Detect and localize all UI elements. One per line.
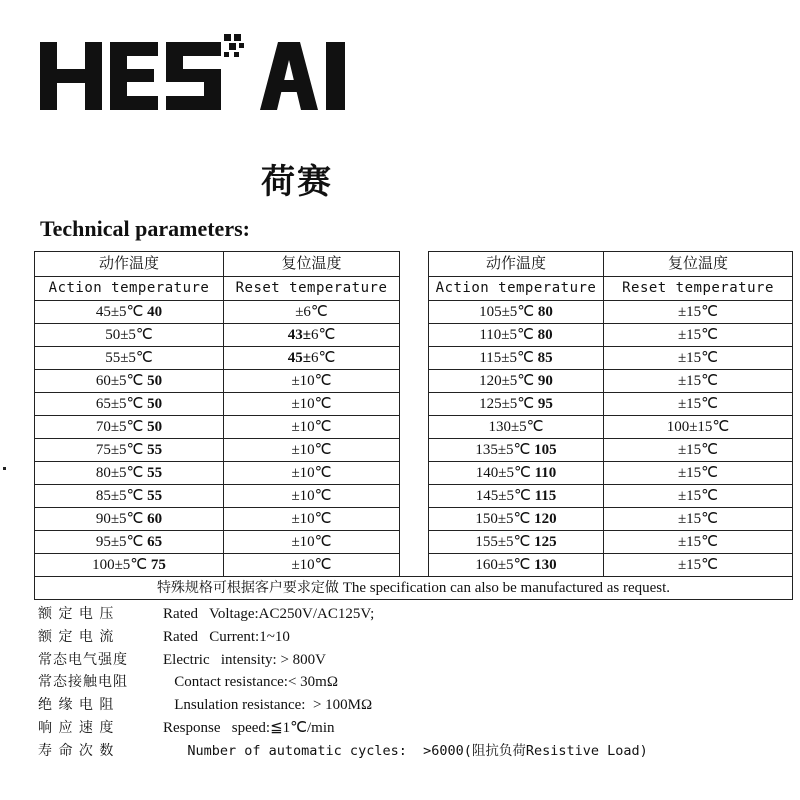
reset-temperature-cell: ±15℃ (604, 370, 793, 393)
action-value-bold: 110 (534, 465, 557, 481)
reset-value-bold: 43± (287, 327, 311, 343)
spec-label: 响 应 速 度 (38, 719, 115, 736)
spec-value: Response speed:≦1℃/min (163, 719, 335, 736)
action-value-bold: 50 (147, 396, 163, 412)
action-value-bold: 85 (537, 350, 553, 366)
reset-temperature-cell: ±10℃ (224, 554, 400, 577)
reset-temperature-cell: ±15℃ (604, 485, 793, 508)
action-value-bold: 55 (147, 488, 163, 504)
header-row-cn (35, 252, 793, 277)
action-temperature-cell: 95±5℃ 65 (35, 531, 224, 554)
action-temperature-cell: 150±5℃ 120 (429, 508, 604, 531)
action-value-bold: 95 (537, 396, 553, 412)
action-temperature-cell: 80±5℃ 55 (35, 462, 224, 485)
reset-temperature-cell: ±10℃ (224, 508, 400, 531)
spec-value: Rated Voltage:AC250V/AC125V; (163, 606, 375, 622)
action-value-bold: 65 (147, 534, 163, 550)
spec-label: 额 定 电 流 (38, 628, 115, 645)
action-value-bold: 90 (537, 373, 553, 389)
reset-temperature-cell: 100±15℃ (604, 416, 793, 439)
logo-subtitle: 荷赛 (261, 162, 333, 202)
header-en-reset-left: Reset temperature (224, 277, 400, 301)
action-value-bold: 115 (534, 488, 557, 504)
spec-label: 常态接触电阻 (38, 674, 128, 691)
action-temperature-cell: 85±5℃ 55 (35, 485, 224, 508)
header-en-action-right: Action temperature (429, 277, 604, 301)
brand-logo (38, 30, 368, 200)
section-heading: Technical parameters: (40, 216, 250, 241)
spec-label: 绝 缘 电 阻 (38, 697, 115, 714)
action-temperature-cell: 60±5℃ 50 (35, 370, 224, 393)
action-value-bold: 60 (147, 511, 163, 527)
custom-spec-note (35, 577, 793, 600)
reset-temperature-cell: ±10℃ (224, 416, 400, 439)
reset-temperature-cell: ±15℃ (604, 347, 793, 370)
spec-line (38, 626, 778, 649)
reset-temperature-cell: ±15℃ (604, 393, 793, 416)
spec-value: Number of automatic cycles: >6000(阻抗负荷Resistive Load) (163, 742, 648, 759)
spec-label: 额 定 电 压 (38, 606, 115, 622)
action-value-bold: 125 (534, 534, 557, 550)
note-en: The specification can also be manufactured as request. (338, 580, 671, 596)
spec-label: 寿 命 次 数 (38, 742, 115, 759)
spec-line (38, 740, 778, 763)
action-value-bold: 105 (534, 442, 557, 458)
reset-value-bold: 45± (287, 350, 311, 366)
spec-value: Lnsulation resistance: > 100MΩ (163, 697, 373, 714)
action-value-bold: 80 (537, 304, 553, 320)
spec-line (38, 603, 778, 626)
spec-label: 常态电气强度 (38, 651, 128, 668)
spec-value: Contact resistance:< 30mΩ (163, 674, 338, 691)
action-temperature-cell: 105±5℃ 80 (429, 301, 604, 324)
action-value-bold: 55 (147, 442, 163, 458)
spec-line (38, 717, 778, 740)
reset-temperature-cell: ±10℃ (224, 439, 400, 462)
reset-temperature-cell: ±15℃ (604, 324, 793, 347)
action-temperature-cell: 110±5℃ 80 (429, 324, 604, 347)
spec-value: Rated Current:1~10 (163, 628, 290, 645)
reset-temperature-cell: ±15℃ (604, 439, 793, 462)
action-temperature-cell: 75±5℃ 55 (35, 439, 224, 462)
action-temperature-cell: 160±5℃ 130 (429, 554, 604, 577)
reset-temperature-cell: ±10℃ (224, 531, 400, 554)
action-temperature-cell: 55±5℃ (35, 347, 224, 370)
reset-temperature-cell: ±6℃ (224, 301, 400, 324)
action-value-bold: 75 (150, 557, 166, 573)
header-cn-reset-right: 复位温度 (604, 252, 793, 277)
action-temperature-cell: 155±5℃ 125 (429, 531, 604, 554)
spec-value: Electric intensity: > 800V (163, 651, 327, 668)
action-value-bold: 80 (537, 327, 553, 343)
reset-temperature-cell: ±10℃ (224, 462, 400, 485)
specifications-list (38, 603, 778, 763)
action-value-bold: 120 (534, 511, 557, 527)
header-cn-reset-left: 复位温度 (224, 252, 400, 277)
spec-line (38, 649, 778, 672)
action-value-bold: 55 (147, 465, 163, 481)
action-temperature-cell: 120±5℃ 90 (429, 370, 604, 393)
action-temperature-cell: 145±5℃ 115 (429, 485, 604, 508)
reset-temperature-cell: ±15℃ (604, 462, 793, 485)
action-temperature-cell: 125±5℃ 95 (429, 393, 604, 416)
action-temperature-cell: 100±5℃ 75 (35, 554, 224, 577)
spec-line (38, 694, 778, 717)
note-cn: 特殊规格可根据客户要求定做 (156, 580, 339, 596)
hesai-logo-mark (38, 30, 368, 125)
header-cn-action-right: 动作温度 (429, 252, 604, 277)
action-temperature-cell: 115±5℃ 85 (429, 347, 604, 370)
action-value-bold: 50 (147, 419, 163, 435)
stray-mark (3, 467, 6, 470)
reset-temperature-cell: 45±6℃ (224, 347, 400, 370)
reset-temperature-cell: ±15℃ (604, 554, 793, 577)
action-temperature-cell: 130±5℃ (429, 416, 604, 439)
reset-temperature-cell: ±10℃ (224, 370, 400, 393)
action-temperature-cell: 140±5℃ 110 (429, 462, 604, 485)
spec-line (38, 671, 778, 694)
header-en-action-left: Action temperature (35, 277, 224, 301)
reset-temperature-cell: ±15℃ (604, 531, 793, 554)
action-value-bold: 130 (534, 557, 557, 573)
reset-temperature-cell: 43±6℃ (224, 324, 400, 347)
action-temperature-cell: 50±5℃ (35, 324, 224, 347)
reset-temperature-cell: ±10℃ (224, 485, 400, 508)
action-temperature-cell: 135±5℃ 105 (429, 439, 604, 462)
action-value-bold: 40 (147, 304, 163, 320)
header-cn-action-left: 动作温度 (35, 252, 224, 277)
action-temperature-cell: 65±5℃ 50 (35, 393, 224, 416)
reset-temperature-cell: ±15℃ (604, 508, 793, 531)
action-temperature-cell: 45±5℃ 40 (35, 301, 224, 324)
action-temperature-cell: 90±5℃ 60 (35, 508, 224, 531)
reset-temperature-cell: ±10℃ (224, 393, 400, 416)
header-en-reset-right: Reset temperature (604, 277, 793, 301)
action-temperature-cell: 70±5℃ 50 (35, 416, 224, 439)
action-value-bold: 50 (147, 373, 163, 389)
table-gap-column (400, 252, 429, 577)
technical-parameters-table (34, 251, 793, 600)
reset-temperature-cell: ±15℃ (604, 301, 793, 324)
note-row (35, 577, 793, 600)
